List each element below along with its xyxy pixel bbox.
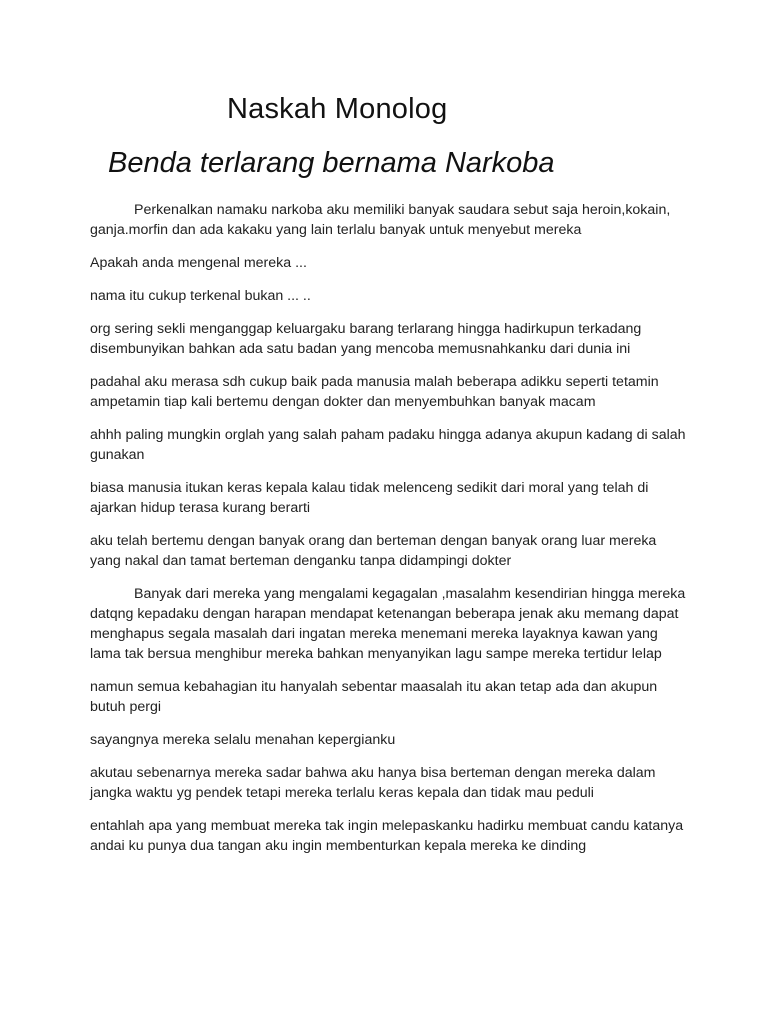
paragraph: biasa manusia itukan keras kepala kalau tidak melenceng sedikit dari moral yang telah di ajarkan hidup terasa kurang berarti	[90, 480, 649, 516]
paragraph: entahlah apa yang membuat mereka tak ingin melepaskanku hadirku membuat candu katanya andai ku punya dua tangan aku ingin membenturkan kepala mereka ke dinding	[90, 818, 684, 854]
document-title: Naskah Monolog	[227, 93, 448, 125]
paragraph: nama itu cukup terkenal bukan ... ..	[90, 288, 311, 304]
paragraph: Banyak dari mereka yang mengalami kegagalan ,masalahm kesendirian hingga mereka datqng kepadaku dengan harapan mendapat ketenangan beberapa jenak aku memang dapat menghapus segala masalah dari ingatan mereka menemani mereka layaknya kawan yang lama tak bersua menghibur mereka bahkan menyanyikan lagu sampe mereka tertidur lelap	[90, 586, 686, 662]
paragraph: padahal aku merasa sdh cukup baik pada manusia malah beberapa adikku seperti tetamin ampetamin tiap kali bertemu dengan dokter dan menyembuhkan banyak macam	[90, 374, 659, 410]
paragraph: ahhh paling mungkin orglah yang salah paham padaku hingga adanya akupun kadang di salah gunakan	[90, 427, 686, 463]
paragraph: sayangnya mereka selalu menahan kepergianku	[90, 732, 396, 748]
paragraph: namun semua kebahagian itu hanyalah sebentar maasalah itu akan tetap ada dan akupun butuh pergi	[90, 679, 658, 715]
document-body	[90, 200, 690, 869]
paragraph: Apakah anda mengenal mereka ...	[90, 255, 307, 271]
paragraph: akutau sebenarnya mereka sadar bahwa aku hanya bisa berteman dengan mereka dalam jangka waktu yg pendek tetapi mereka terlalu keras kepala dan tidak mau peduli	[90, 765, 656, 801]
paragraph: aku telah bertemu dengan banyak orang dan berteman dengan banyak orang luar mereka yang nakal dan tamat berteman denganku tanpa didampingi dokter	[90, 533, 657, 569]
paragraph: Perkenalkan namaku narkoba aku memiliki banyak saudara sebut saja heroin,kokain, ganja.morfin dan ada kakaku yang lain terlalu banyak untuk menyebut mereka	[90, 202, 671, 238]
document-subtitle: Benda terlarang bernama Narkoba	[108, 147, 555, 179]
paragraph: org sering sekli menganggap keluargaku barang terlarang hingga hadirkupun terkadang disembunyikan bahkan ada satu badan yang mencoba memusnahkanku dari dunia ini	[90, 321, 642, 357]
